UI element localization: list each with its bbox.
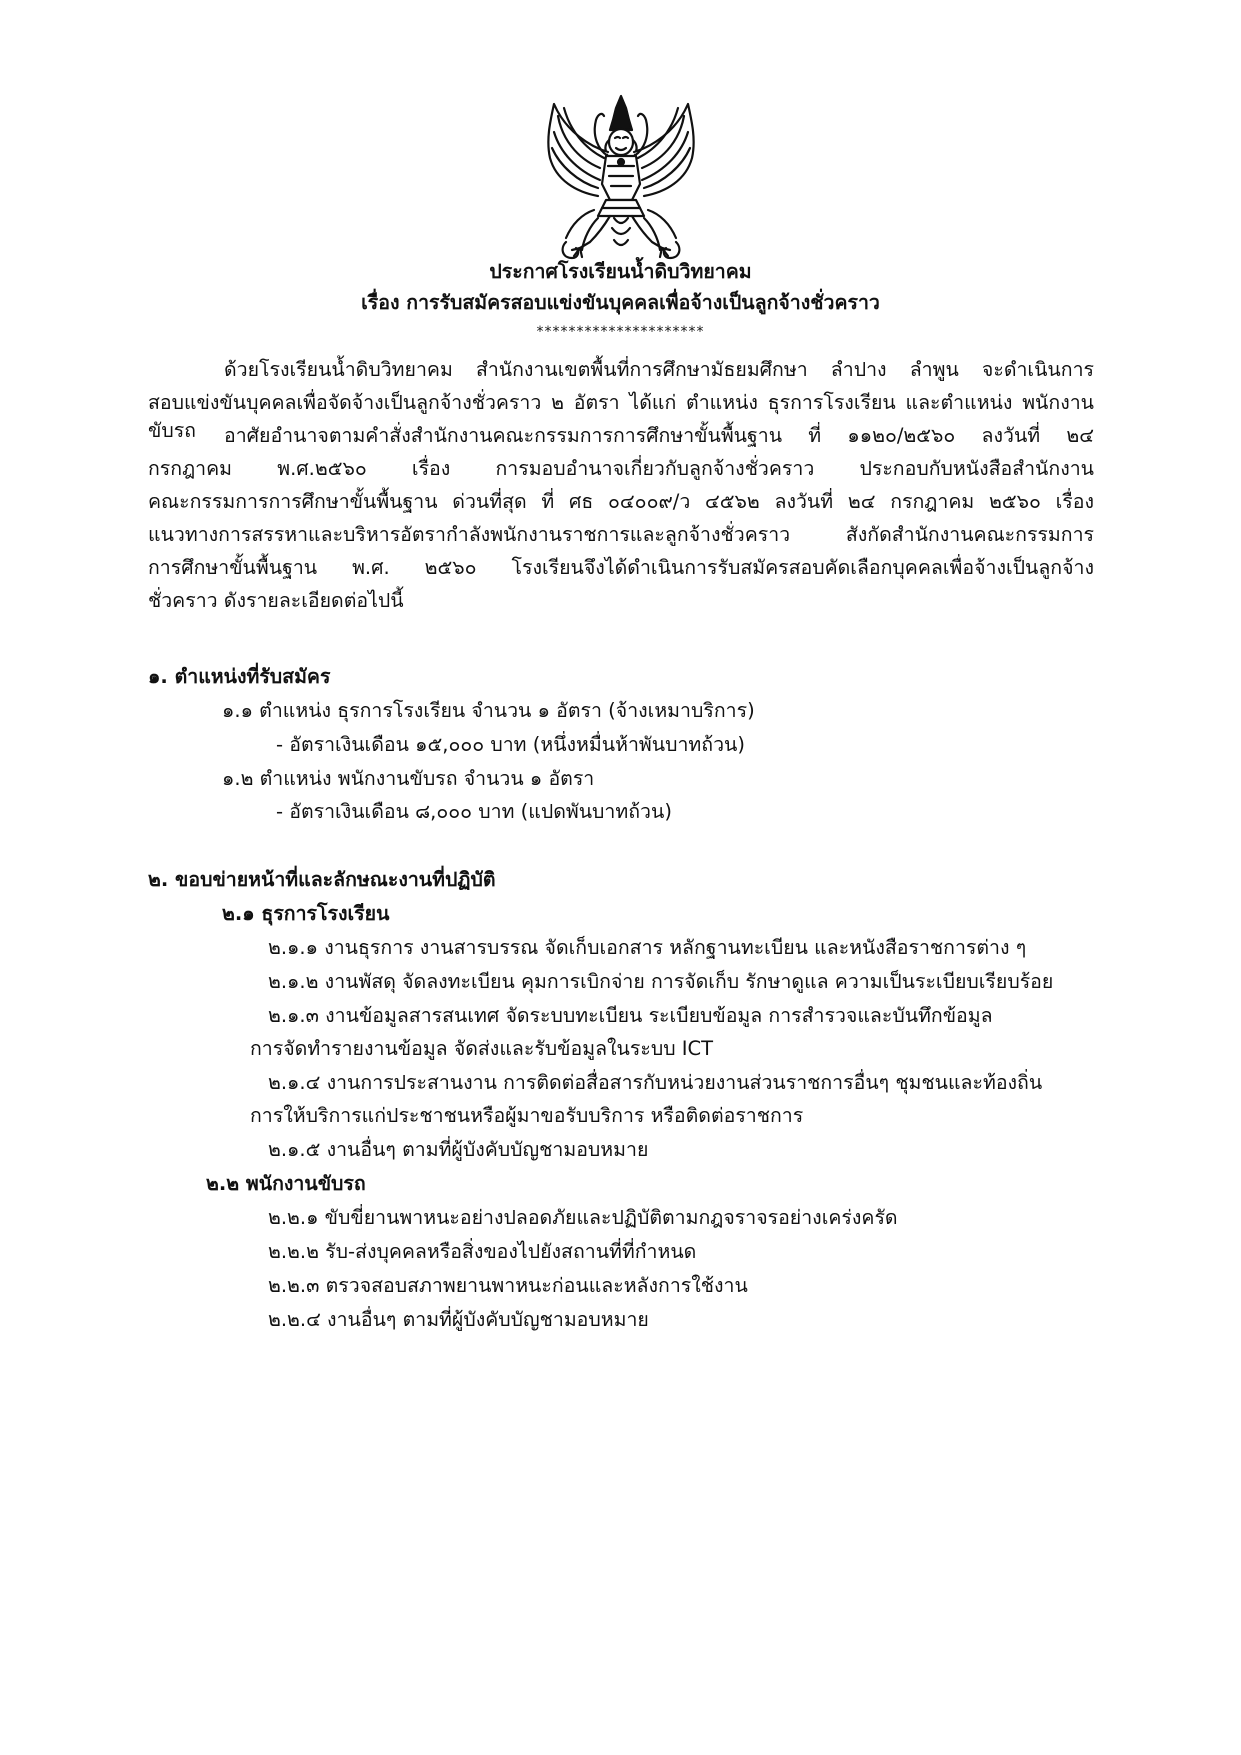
announcement-title: ประกาศโรงเรียนน้ำดิบวิทยาคม [489, 260, 752, 283]
announcement-subject: เรื่อง การรับสมัครสอบแข่งขันบุคคลเพื่อจ้างเป็นลูกจ้างชั่วคราว [361, 291, 880, 314]
intro-p2-line-6: ชั่วคราว ดังรายละเอียดต่อไปนี้ [148, 589, 404, 612]
position-2: ๑.๒ ตำแหน่ง พนักงานขับรถ จำนวน ๑ อัตรา [222, 767, 595, 790]
duty-2-2-4: ๒.๒.๔ งานอื่นๆ ตามที่ผู้บังคับบัญชามอบหมาย [268, 1308, 649, 1331]
duty-2-1-4-cont: การให้บริการแก่ประชาชนหรือผู้มาขอรับบริการ หรือติดต่อราชการ [250, 1104, 804, 1127]
duty-2-1-3-cont: การจัดทำรายงานข้อมูล จัดส่งและรับข้อมูลในระบบ ICT [250, 1037, 714, 1060]
position-1-salary: - อัตราเงินเดือน ๑๕,๐๐๐ บาท (หนึ่งหมื่นห้าพันบาทถ้วน) [276, 733, 745, 756]
intro-p2-line-4: แนวทางการสรรหาและบริหารอัตรากำลังพนักงานราชการและลูกจ้างชั่วคราว สังกัดสำนักงานคณะกรรมการ [148, 523, 1094, 546]
duty-2-1-1: ๒.๑.๑ งานธุรการ งานสารบรรณ จัดเก็บเอกสาร หลักฐานทะเบียน และหนังสือราชการต่าง ๆ [268, 936, 1027, 959]
duty-2-2-2: ๒.๒.๒ รับ-ส่งบุคคลหรือสิ่งของไปยังสถานที่ที่กำหนด [268, 1240, 697, 1263]
intro-p2-line-2: กรกฎาคม พ.ศ.๒๕๖๐ เรื่อง การมอบอำนาจเกี่ยวกับลูกจ้างชั่วคราว ประกอบกับหนังสือสำนักงาน [148, 457, 1094, 480]
garuda-emblem-icon [536, 92, 706, 264]
duty-2-1-3: ๒.๑.๓ งานข้อมูลสารสนเทศ จัดระบบทะเบียน ระเบียบข้อมูล การสำรวจและบันทึกข้อมูล [268, 1004, 993, 1027]
subsection-2-2-heading: ๒.๒ พนักงานขับรถ [206, 1172, 366, 1195]
header-divider: ********************* [536, 324, 705, 340]
intro-p2-line-1: อาศัยอำนาจตามคำสั่งสำนักงานคณะกรรมการการศึกษาขั้นพื้นฐาน ที่ ๑๑๒๐/๒๕๖๐ ลงวันที่ ๒๔ [224, 424, 1094, 447]
intro-p2-line-5: การศึกษาขั้นพื้นฐาน พ.ศ. ๒๕๖๐ โรงเรียนจึงได้ดำเนินการรับสมัครสอบคัดเลือกบุคคลเพื่อจ้างเป็นลูกจ้าง [148, 556, 1094, 579]
duty-2-2-1: ๒.๒.๑ ขับขี่ยานพาหนะอย่างปลอดภัยและปฏิบัติตามกฎจราจรอย่างเคร่งครัด [268, 1206, 898, 1229]
duty-2-1-4: ๒.๑.๔ งานการประสานงาน การติดต่อสื่อสารกับหน่วยงานส่วนราชการอื่นๆ ชุมชนและท้องถิ่น [268, 1071, 1043, 1094]
duty-2-1-5: ๒.๑.๕ งานอื่นๆ ตามที่ผู้บังคับบัญชามอบหมาย [268, 1138, 649, 1161]
intro-p1-line-1: ด้วยโรงเรียนน้ำดิบวิทยาคม สำนักงานเขตพื้นที่การศึกษามัธยมศึกษา ลำปาง ลำพูน จะดำเนินการ [224, 358, 1094, 381]
duty-2-1-2: ๒.๑.๒ งานพัสดุ จัดลงทะเบียน คุมการเบิกจ่าย การจัดเก็บ รักษาดูแล ความเป็นระเบียบเรียบร้อย [268, 970, 1054, 993]
subsection-2-1-heading: ๒.๑ ธุรการโรงเรียน [222, 902, 390, 925]
duty-2-2-3: ๒.๒.๓ ตรวจสอบสภาพยานพาหนะก่อนและหลังการใช้งาน [268, 1274, 748, 1297]
section-2-heading: ๒. ขอบข่ายหน้าที่และลักษณะงานที่ปฏิบัติ [148, 868, 496, 891]
position-1: ๑.๑ ตำแหน่ง ธุรการโรงเรียน จำนวน ๑ อัตรา (จ้างเหมาบริการ) [222, 699, 755, 722]
position-2-salary: - อัตราเงินเดือน ๘,๐๐๐ บาท (แปดพันบาทถ้วน) [276, 800, 672, 823]
intro-p1-line-2: สอบแข่งขันบุคคลเพื่อจัดจ้างเป็นลูกจ้างชั่วคราว ๒ อัตรา ได้แก่ ตำแหน่ง ธุรการโรงเรียน และตำแหน่ง พนักงานขับรถ [148, 391, 1094, 442]
intro-p2-line-3: คณะกรรมการการศึกษาขั้นพื้นฐาน ด่วนที่สุด ที่ ศธ ๐๔๐๐๙/ว ๔๕๖๒ ลงวันที่ ๒๔ กรกฎาคม ๒๕๖๐ เรื่อง [148, 490, 1094, 513]
section-1-heading: ๑. ตำแหน่งที่รับสมัคร [148, 665, 331, 688]
